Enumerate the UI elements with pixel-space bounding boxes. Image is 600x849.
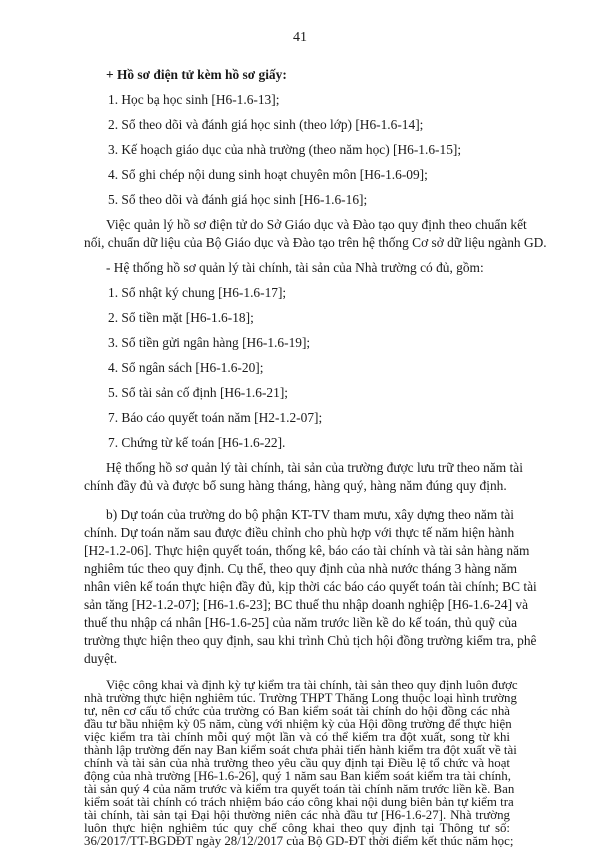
paragraph-line: đầu tư bầu nhiệm kỳ 05 năm, cùng với nhiệm kỳ của Hội đồng trường để thực hiện [84, 717, 512, 731]
list-item: 3. Sổ tiền gửi ngân hàng [H6-1.6-19]; [108, 335, 311, 350]
list-item: 4. Sổ ngân sách [H6-1.6-20]; [108, 360, 264, 375]
paragraph-line: nghiêm túc theo quy định. Cụ thể, theo quy định của nhà nước tháng 3 hàng năm [84, 561, 518, 576]
paragraph-line: việc kiểm tra tài chính mỗi quý một lần và có thể kiểm tra đột xuất, song từ khi [84, 730, 510, 744]
paragraph-line: chính và tài sản của nhà trường theo yêu cầu quy định tại Điều lệ tổ chức và hoạt [84, 756, 510, 770]
paragraph-line: b) Dự toán của trường do bộ phận KT-TV tham mưu, xây dựng theo năm tài [106, 507, 515, 522]
paragraph-line: thành lập trường đến nay Ban kiểm soát chưa phải tiến hành kiểm tra đột xuất về tài [84, 743, 517, 757]
paragraph-line: tài chính, tài sản tại Đại hội thường niên các nhà đầu tư [H6-1.6-27]. Nhà trường [84, 808, 510, 822]
paragraph-line: Việc công khai và định kỳ tự kiểm tra tài chính, tài sản theo quy định luôn được [106, 678, 518, 692]
list-item: 1. Sổ nhật ký chung [H6-1.6-17]; [108, 285, 287, 300]
list-item: 2. Sổ tiền mặt [H6-1.6-18]; [108, 310, 254, 325]
paragraph-line: [H2-1.2-06]. Thực hiện quyết toán, thống kê, báo cáo tài chính và tài sản hàng năm [84, 543, 530, 558]
paragraph-line: trường thực hiện theo quy định, sau khi trình Chủ tịch hội đồng trường kiểm tra, phê [84, 633, 537, 648]
list-item: 5. Sổ tài sản cố định [H6-1.6-21]; [108, 385, 289, 400]
paragraph-line: động của nhà trường [H6-1.6-26], quý 1 năm sau Ban kiểm soát kiểm tra tài chính, [84, 769, 511, 783]
paragraph-line: tài sản quý 4 của năm trước và kiểm tra quyết toán tài chính năm trước liền kề. Ban [84, 782, 515, 796]
list-item: 4. Sổ ghi chép nội dung sinh hoạt chuyên môn [H6-1.6-09]; [108, 167, 428, 182]
finance-intro: - Hệ thống hồ sơ quản lý tài chính, tài sản của Nhà trường có đủ, gồm: [106, 260, 484, 275]
list-item: 5. Sổ theo dõi và đánh giá học sinh [H6-1.6-16]; [108, 192, 368, 207]
paragraph-line: kiểm soát tài chính có trách nhiệm báo cáo công khai nội dung biên bản tự kiểm tra [84, 795, 514, 809]
paragraph-line: duyệt. [84, 651, 118, 666]
list-item: 2. Sổ theo dõi và đánh giá học sinh (theo lớp) [H6-1.6-14]; [108, 117, 424, 132]
list-item: 7. Báo cáo quyết toán năm [H2-1.2-07]; [108, 410, 323, 425]
paragraph-line: Hệ thống hồ sơ quản lý tài chính, tài sản của trường được lưu trữ theo năm tài [106, 460, 523, 475]
heading-electronic-records: + Hồ sơ điện tử kèm hồ sơ giấy: [106, 67, 287, 82]
paragraph-line: 36/2017/TT-BGDĐT ngày 28/12/2017 của Bộ GD-ĐT thời điểm kết thúc năm học; [84, 834, 514, 848]
paragraph-line: nối, chuẩn dữ liệu của Bộ Giáo dục và Đào tạo trên hệ thống Cơ sở dữ liệu ngành GD. [84, 235, 547, 250]
paragraph-line: nhân viên kế toán thực hiện đầy đủ, kịp thời các báo cáo quyết toán tài chính; BC tài [84, 579, 537, 594]
paragraph-line: chính. Dự toán năm sau được điều chỉnh cho phù hợp với thực tế năm hiện hành [84, 525, 515, 540]
paragraph-line: sản tăng [H2-1.2-07]; [H6-1.6-23]; BC thuế thu nhập doanh nghiệp [H6-1.6-24] và [84, 597, 529, 612]
list-item: 7. Chứng từ kế toán [H6-1.6-22]. [108, 435, 286, 450]
paragraph-line: chính đầy đủ và được bổ sung hàng tháng, hàng quý, hàng năm đúng quy định. [84, 478, 507, 493]
list-item: 3. Kế hoạch giáo dục của nhà trường (theo năm học) [H6-1.6-15]; [108, 142, 462, 157]
list-item: 1. Học bạ học sinh [H6-1.6-13]; [108, 92, 280, 107]
paragraph-line: nhà trường thực hiện nghiêm túc. Trường THPT Thăng Long thuộc loại hình trường [84, 691, 517, 705]
paragraph-line: thuế thu nhập cá nhân [H6-1.6-25] của năm trước liền kề do kế toán, thủ quỹ của [84, 615, 518, 630]
paragraph-line: tư, nên cơ cấu tổ chức của trường có Ban kiểm soát tài chính do hội đồng các nhà [84, 704, 510, 718]
page-number: 41 [293, 30, 307, 45]
paragraph-line: luôn thực hiện nghiêm túc quy chế công khai theo quy định tại Thông tư số: [84, 821, 510, 835]
paragraph-line: Việc quản lý hồ sơ điện tử do Sở Giáo dục và Đào tạo quy định theo chuẩn kết [106, 217, 527, 232]
